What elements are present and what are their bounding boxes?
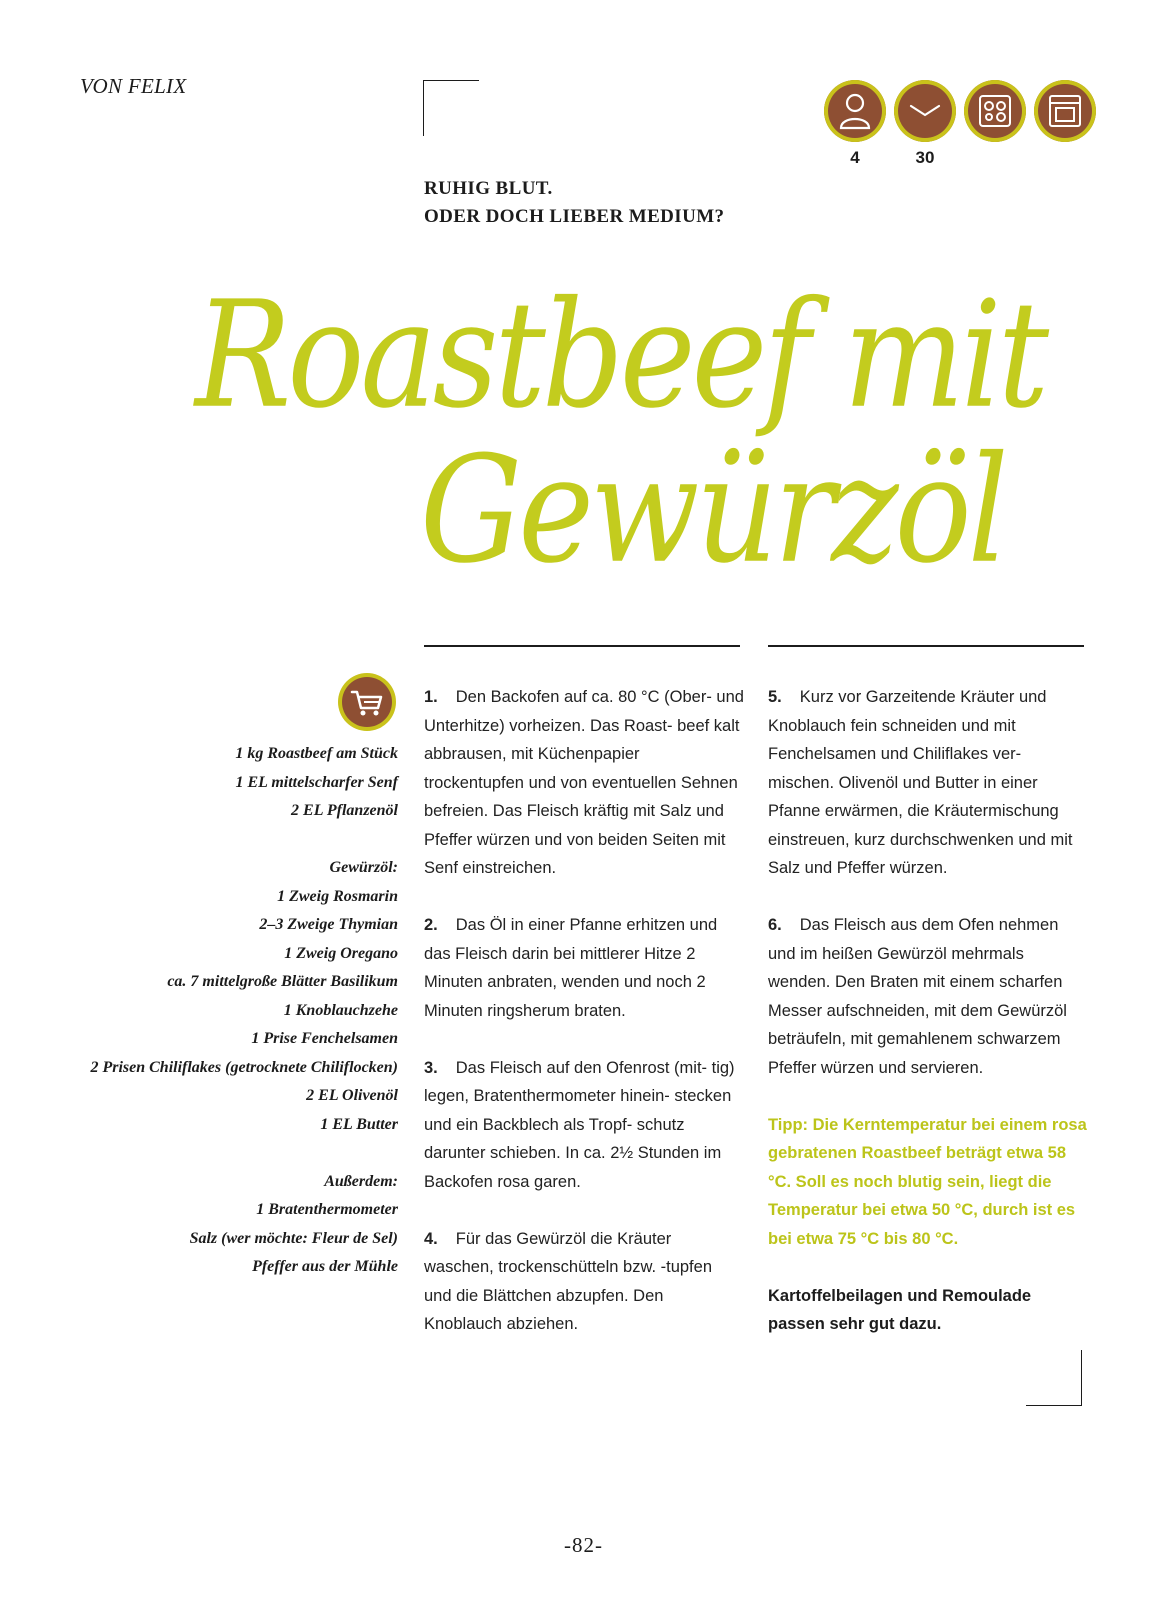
ingredient-item: ca. 7 mittelgroße Blätter Basilikum	[167, 973, 398, 990]
clock-icon	[894, 80, 956, 142]
ingredient-item: 2 Prisen Chiliflakes (getrocknete Chiliflocken)	[90, 1058, 398, 1076]
instructions-column-right	[768, 683, 1088, 1339]
step-text: Für das Gewürzöl die Kräuter waschen, trockenschütteln bzw. -tupfen und die Blättchen abzupfen. Den Knoblauch abziehen.	[424, 1229, 712, 1333]
step-3	[424, 1054, 744, 1197]
ingredient-item: 2 EL Olivenöl	[306, 1087, 398, 1104]
step-number: 1.	[424, 688, 438, 706]
step-text: Das Öl in einer Pfanne erhitzen und das Fleisch darin bei mittlerer Hitze 2 Minuten anbraten, wenden und noch 2 Minuten ringsherum braten.	[424, 916, 718, 1020]
ingredient-item: 1 Knoblauchzehe	[283, 1001, 398, 1019]
ingredient-item: 1 kg Roastbeef am Stück	[235, 745, 398, 762]
step-5	[768, 683, 1088, 883]
ingredient-item: 2–3 Zweige Thymian	[259, 916, 398, 933]
corner-mark-bottom-right	[1026, 1350, 1082, 1406]
step-text: Den Backofen auf ca. 80 °C (Ober- und Unterhitze) vorheizen. Das Roast- beef kalt abbrausen, mit Küchenpapier trockentupfen und von eventuellen Sehnen befreien. Das Fleisch kräftig mit Salz und Pfeffer würzen und von beiden Seiten mit Senf einstreichen.	[424, 688, 744, 877]
time-value: 30	[915, 148, 935, 167]
ingredient-list	[58, 740, 398, 1282]
ingredient-heading-oil: Gewürzöl:	[329, 859, 398, 876]
ingredient-item: 2 EL Pflanzenöl	[291, 802, 398, 819]
ingredient-item: 1 Zweig Oregano	[284, 944, 398, 962]
shopping-cart-icon	[337, 672, 397, 732]
ingredient-item: 1 EL Butter	[320, 1115, 398, 1133]
person-icon	[824, 80, 886, 142]
page-number: -82-	[564, 1533, 603, 1557]
step-text: Das Fleisch aus dem Ofen nehmen und im heißen Gewürzöl mehrmals wenden. Den Braten mit einem scharfen Messer aufschneiden, mit dem Gewürzöl beträufeln, mit gemahlenem schwarzem Pfeffer würzen und servieren.	[768, 916, 1067, 1077]
stovetop-icon	[964, 80, 1026, 142]
step-1	[424, 683, 744, 883]
ingredient-item: 1 Zweig Rosmarin	[277, 887, 398, 905]
tip-text: Tipp: Die Kerntemperatur bei einem rosa gebratenen Roastbeef beträgt etwa 58 °C. Soll es noch blutig sein, liegt die Temperatur bei etwa 50 °C, durch ist es bei etwa 75 °C bis 80 °C.	[768, 1115, 1087, 1248]
step-number: 2.	[424, 916, 438, 934]
tagline	[424, 175, 724, 231]
divider-left	[424, 645, 740, 647]
tagline-line-2: ODER DOCH LIEBER MEDIUM?	[424, 206, 725, 227]
ingredient-item: Pfeffer aus der Mühle	[252, 1258, 398, 1275]
step-number: 4.	[424, 1229, 438, 1248]
divider-right	[768, 645, 1084, 647]
recipe-info-badges	[824, 80, 1096, 142]
step-number: 3.	[424, 1058, 438, 1077]
oven-icon	[1034, 80, 1096, 142]
ingredient-heading-extra: Außerdem:	[324, 1172, 398, 1190]
recipe-title-line-1: Roastbeef mit	[195, 270, 1046, 442]
ingredient-item: 1 Prise Fenchelsamen	[251, 1030, 398, 1047]
recipe-title-line-2: Gewürzöl	[420, 425, 1005, 597]
step-text: Das Fleisch auf den Ofenrost (mit- tig) legen, Bratenthermometer hinein- stecken und ein Backblech als Tropf- schutz darunter schieben. In ca. 2½ Stunden im Backofen rosa garen.	[424, 1058, 735, 1191]
instructions-column-left	[424, 683, 744, 1367]
recipe-title	[160, 270, 1046, 610]
servings-value: 4	[850, 148, 860, 167]
ingredient-item: 1 Bratenthermometer	[256, 1201, 398, 1218]
step-number: 6.	[768, 916, 782, 934]
step-6	[768, 911, 1088, 1082]
author-label: VON FELIX	[80, 74, 187, 98]
corner-mark-top-left	[423, 80, 479, 136]
ingredient-item: Salz (wer möchte: Fleur de Sel)	[189, 1229, 398, 1247]
step-4	[424, 1225, 744, 1339]
tagline-line-1: RUHIG BLUT.	[424, 178, 553, 199]
step-text: Kurz vor Garzeitende Kräuter und Knoblauch fein schneiden und mit Fenchelsamen und Chiliflakes ver- mischen. Olivenöl und Butter in einer Pfanne erwärmen, die Kräutermischung einstreuen, kurz durchschwenken und mit Salz und Pfeffer würzen.	[768, 688, 1073, 877]
ingredient-item: 1 EL mittelscharfer Senf	[235, 773, 398, 791]
step-number: 5.	[768, 688, 782, 706]
side-dish-note: Kartoffelbeilagen und Remoulade passen sehr gut dazu.	[768, 1286, 1032, 1333]
step-2	[424, 911, 744, 1025]
